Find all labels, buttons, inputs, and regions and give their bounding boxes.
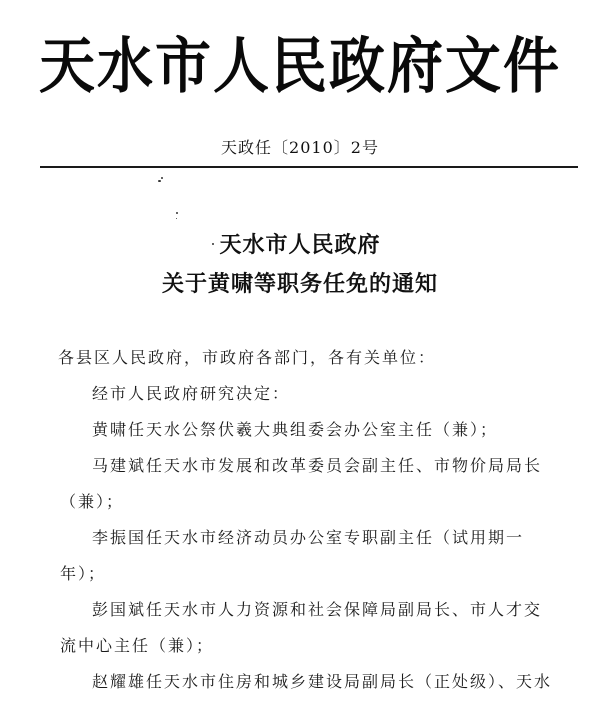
- body-line: （兼）；: [60, 492, 125, 511]
- scan-speck: [161, 177, 163, 179]
- notice-body: [60, 340, 580, 700]
- salutation-line: 各县区人民政府，市政府各部门，各有关单位：: [58, 348, 437, 367]
- body-line: 赵耀雄任天水市住房和城乡建设局副局长（正处级）、天水: [92, 672, 553, 691]
- body-line: 马建斌任天水市发展和改革委员会副主任、市物价局局长: [92, 456, 543, 475]
- document-number: 天政任〔2010〕2号: [221, 138, 379, 157]
- body-line: 经市人民政府研究决定：: [92, 384, 291, 403]
- scan-speck: [176, 212, 178, 214]
- header-divider: [40, 166, 578, 168]
- body-line: 李振国任天水市经济动员办公室专职副主任（试用期一: [92, 528, 525, 547]
- body-line: 彭国斌任天水市人力资源和社会保障局副局长、市人才交: [92, 600, 543, 619]
- notice-title: 关于黄啸等职务任免的通知: [161, 272, 438, 297]
- body-line: 黄啸任天水公祭伏羲大典组委会办公室主任（兼）；: [92, 420, 499, 439]
- body-line: 流中心主任（兼）；: [60, 636, 215, 655]
- body-line: 年）；: [60, 564, 107, 583]
- document-header-title: 天水市人民政府文件: [39, 30, 561, 102]
- scan-speck: [158, 180, 161, 182]
- scan-speck: [176, 218, 177, 219]
- notice-issuer: 天水市人民政府: [219, 233, 381, 258]
